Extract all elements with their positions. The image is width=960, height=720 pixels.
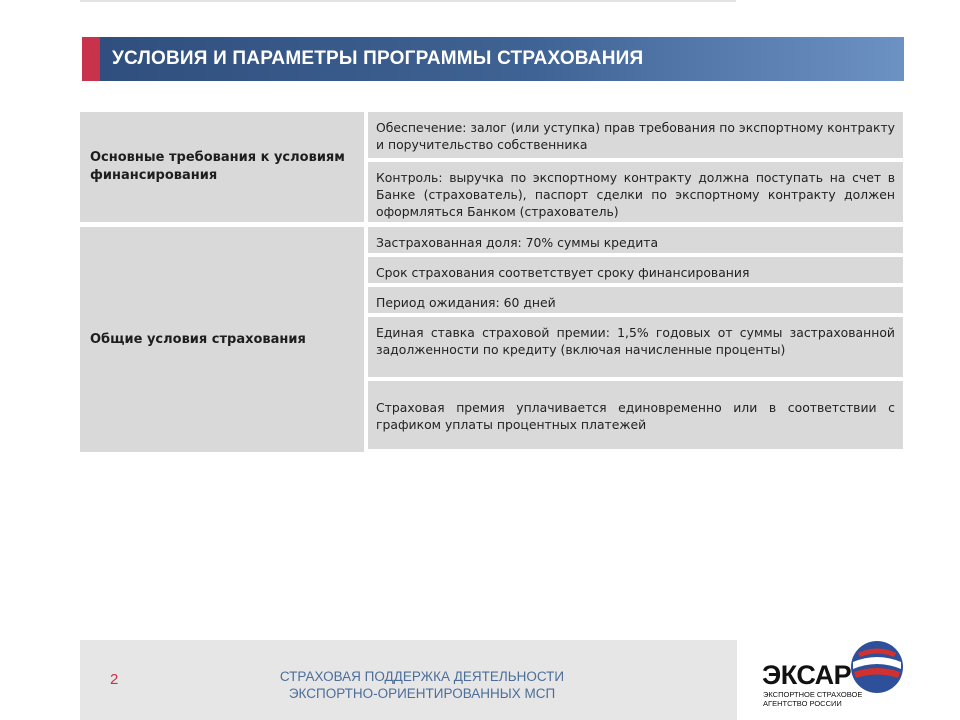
title-bar — [82, 37, 904, 81]
title-accent — [82, 37, 100, 81]
globe-logo-icon — [848, 638, 906, 696]
table-cell: Страховая премия уплачивается единовременно или в соответствии с графиком уплаты процентных платежей — [368, 381, 903, 449]
table-cell: Обеспечение: залог (или уступка) прав требования по экспортному контракту и поручительство собственника — [368, 112, 903, 158]
logo-subtitle: ЭКСПОРТНОЕ СТРАХОВОЕ АГЕНТСТВО РОССИИ — [763, 690, 863, 708]
page-title: УСЛОВИЯ И ПАРАМЕТРЫ ПРОГРАММЫ СТРАХОВАНИЯ — [112, 48, 644, 69]
table-cell: Контроль: выручка по экспортному контракту должна поступать на счет в Банке (страхователь), паспорт сделки по экспортному контракту должен оформляться Банком (страхователь) — [368, 162, 903, 222]
table-cell: Срок страхования соответствует сроку финансирования — [368, 257, 903, 283]
section-label-insurance: Общие условия страхования — [80, 227, 364, 452]
table-cell: Единая ставка страховой премии: 1,5% годовых от суммы застрахованной задолженности по кредиту (включая начисленные проценты) — [368, 317, 903, 377]
table-cell: Застрахованная доля: 70% суммы кредита — [368, 227, 903, 253]
page-number: 2 — [110, 671, 119, 688]
top-divider — [80, 0, 736, 2]
section-label-financing: Основные требования к условиям финансирования — [80, 112, 364, 222]
table-cell: Период ожидания: 60 дней — [368, 287, 903, 313]
footer-line-2: ЭКСПОРТНО-ОРИЕНТИРОВАННЫХ МСП — [288, 686, 556, 701]
footer-line-1: СТРАХОВАЯ ПОДДЕРЖКА ДЕЯТЕЛЬНОСТИ — [279, 669, 565, 684]
footer-caption — [222, 668, 622, 702]
logo-wordmark: ЭКСАР — [762, 660, 852, 690]
